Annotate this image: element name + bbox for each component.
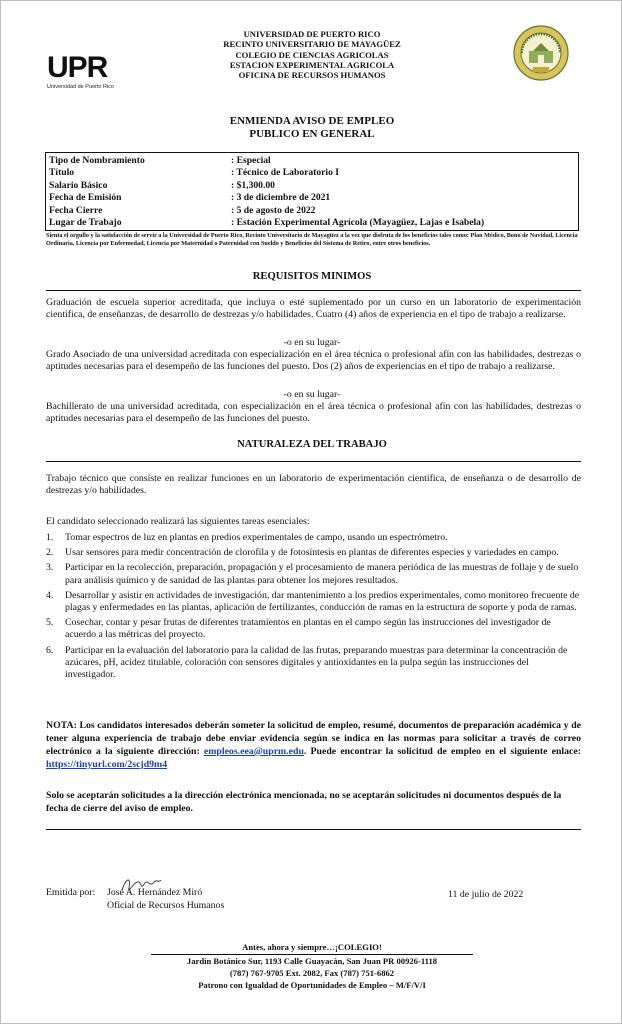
email-link[interactable]: empleos.eea@uprm.edu — [203, 746, 304, 757]
header-line: ESTACION EXPERIMENTAL AGRICOLA — [229, 59, 395, 70]
institution-header — [151, 29, 473, 80]
upr-logo-subtitle: Universidad de Puerto Rico — [47, 84, 114, 90]
info-label: Fecha Cierre — [49, 205, 103, 216]
upr-logo-text: UPR — [47, 51, 108, 84]
info-value: : 5 de agosto de 2022 — [231, 205, 316, 216]
requisito-paragraph: Graduación de escuela superior acreditada, que incluya o esté suplementado por un curso en un laboratorio de experimentación científica, de enseñanzas, de desarrollo de destrezas y/o habilidades. Cuatro (4) años de experiencia en el tipo de trabajo a realizarse. — [46, 297, 581, 321]
header-line: OFICINA DE RECURSOS HUMANOS — [238, 70, 386, 81]
header-line: RECINTO UNIVERSITARIO DE MAYAGÜEZ — [223, 39, 401, 50]
tasks-list — [46, 532, 581, 684]
divider — [46, 290, 581, 291]
issuer-name: José A. Hernández Miró — [107, 887, 203, 898]
info-label: Salario Básico — [49, 180, 108, 191]
issued-by-label: Emitida por: — [46, 887, 96, 898]
issuer-position: Oficial de Recursos Humanos — [107, 900, 225, 911]
list-item: 4. Desarrollar y asistir en actividades de investigación, dar mantenimiento a los predios experimentales, como monitoreo frecuente de plagas y enfermedades en las plantas, aplicación de fertilizantes, conducción de ramas en la estructura de soporte y poda de ramas. — [46, 589, 580, 614]
divider — [46, 461, 581, 462]
document-title: ENMIENDA AVISO DE EMPLEO — [229, 115, 395, 127]
requisito-paragraph: Grado Asociado de una universidad acreditada con especialización en el área técnica o profesional afín con las habilidades, destrezas o aptitudes necesarias para el desempeño de las funciones del puesto. Dos (2) años de experiencias en el tipo de trabajo a realizarse. — [46, 349, 581, 373]
upr-logo — [47, 53, 127, 90]
info-value: : Técnico de Laboratorio I — [231, 167, 340, 178]
alternative-separator: -o en su lugar- — [283, 389, 341, 400]
list-item: 3. Participar en la recolección, preparación, propagación y el procesamiento de manera periódica de las muestras de follaje y de suelo para análisis químico y de sanidad de las plantas para obtener los mejores resultados. — [46, 562, 579, 586]
info-value: : Especial — [231, 155, 271, 166]
info-value: : Estación Experimental Agrícola (Mayagüez, Lajas e Isabela) — [231, 217, 485, 228]
requisitos-heading: REQUISITOS MINIMOS — [252, 271, 372, 282]
job-info-box — [45, 152, 579, 231]
issue-date: 11 de julio de 2022 — [448, 889, 524, 900]
header-line: COLEGIO DE CIENCIAS AGRICOLAS — [235, 49, 389, 60]
list-item: 6. Participar en la evaluación del laboratorio para la calidad de las frutas, preparando muestras para determinar la concentración de azúcares, pH, acidez titulable, coloración con sensores digitales y antioxidantes en la pulpa según las instrucciones del investigador. — [46, 644, 568, 681]
tasks-intro: El candidato seleccionado realizará las siguientes tareas esenciales: — [46, 516, 310, 527]
benefits-note: Sienta el orgullo y la satisfacción de servir a la Universidad de Puerto Rico, Recinto Universitario de Mayagüez a la vez que disfruta de los beneficios tales como: Plan Médico, Bono de Navidad, Licencia Ordinaria, Licencia por Enfermedad, Licencia por Maternidad o Paternidad con Sueldo y Beneficios del Sistema de Retiro, entre otros beneficios. — [46, 232, 578, 247]
info-label: Lugar de Trabajo — [49, 217, 122, 228]
list-item: 5. Cosechar, contar y pesar frutas de diferentes tratamientos en plantas en el campo según las instrucciones del investigador de acuerdo a las métricas del proyecto. — [46, 617, 551, 641]
warning-paragraph: Solo se aceptarán solicitudes a la dirección electrónica mencionada, no se aceptarán solicitudes ni documentos después de la fecha de cierre del aviso de empleo. — [46, 790, 562, 814]
nota-paragraph: NOTA: Los candidatos interesados deberán someter la solicitud de empleo, resumé, documentos de preparación académica y de tener alguna experiencia de trabajo debe enviar evidencia según se indica en las normas para solicitar a través de correo electrónico a la siguiente dirección: empleos.eea@uprm.edu. Puede encontrar la solicitud de empleo en el siguiente enlace: https://tinyurl.com/2scjd9m4 — [46, 720, 581, 770]
footer-motto: Antes, ahora y siempre…¡COLEGIO! — [242, 942, 382, 952]
footer-address: Jardín Botánico Sur, 1193 Calle Guayacán, San Juan PR 00926-1118 — [186, 956, 438, 966]
list-item: 1. Tomar espectros de luz en plantas en predios experimentales de campo, usando un espectrómetro. — [46, 532, 448, 543]
info-label: Tipo de Nombramiento — [49, 155, 145, 166]
header-line: UNIVERSIDAD DE PUERTO RICO — [243, 29, 381, 39]
alternative-separator: -o en su lugar- — [283, 337, 341, 348]
divider — [46, 829, 581, 830]
requisito-paragraph: Bachillerato de una universidad acreditada, con especialización en el área técnica o profesional afín con las habilidades, destrezas o aptitudes necesarias para el desempeño de las funciones del puesto. — [46, 401, 581, 425]
info-value: : 3 de diciembre de 2021 — [231, 192, 331, 203]
divider — [151, 954, 473, 955]
footer-eeo: Patrono con Igualdad de Oportunidades de Empleo – M/F/V/I — [198, 980, 426, 990]
application-link[interactable]: https://tinyurl.com/2scjd9m4 — [46, 759, 168, 770]
info-value: : $1,300.00 — [231, 180, 275, 191]
document-subtitle: PUBLICO EN GENERAL — [249, 128, 375, 140]
naturaleza-heading: NATURALEZA DEL TRABAJO — [237, 439, 387, 450]
info-label: Fecha de Emisión — [49, 192, 122, 203]
info-label: Título — [49, 167, 75, 178]
footer-phone: (787) 767-9705 Ext. 2082, Fax (787) 751-6862 — [229, 968, 395, 978]
naturaleza-paragraph: Trabajo técnico que consiste en realizar funciones en un laboratorio de experimentación científica, de enseñanza o de desarrollo de destrezas y/o habilidades. — [46, 473, 581, 497]
seal-icon — [513, 25, 569, 81]
list-item: 2. Usar sensores para medir concentración de clorofila y de fotosíntesis en plantas de diferentes especies y variedades en campo. — [46, 547, 559, 559]
